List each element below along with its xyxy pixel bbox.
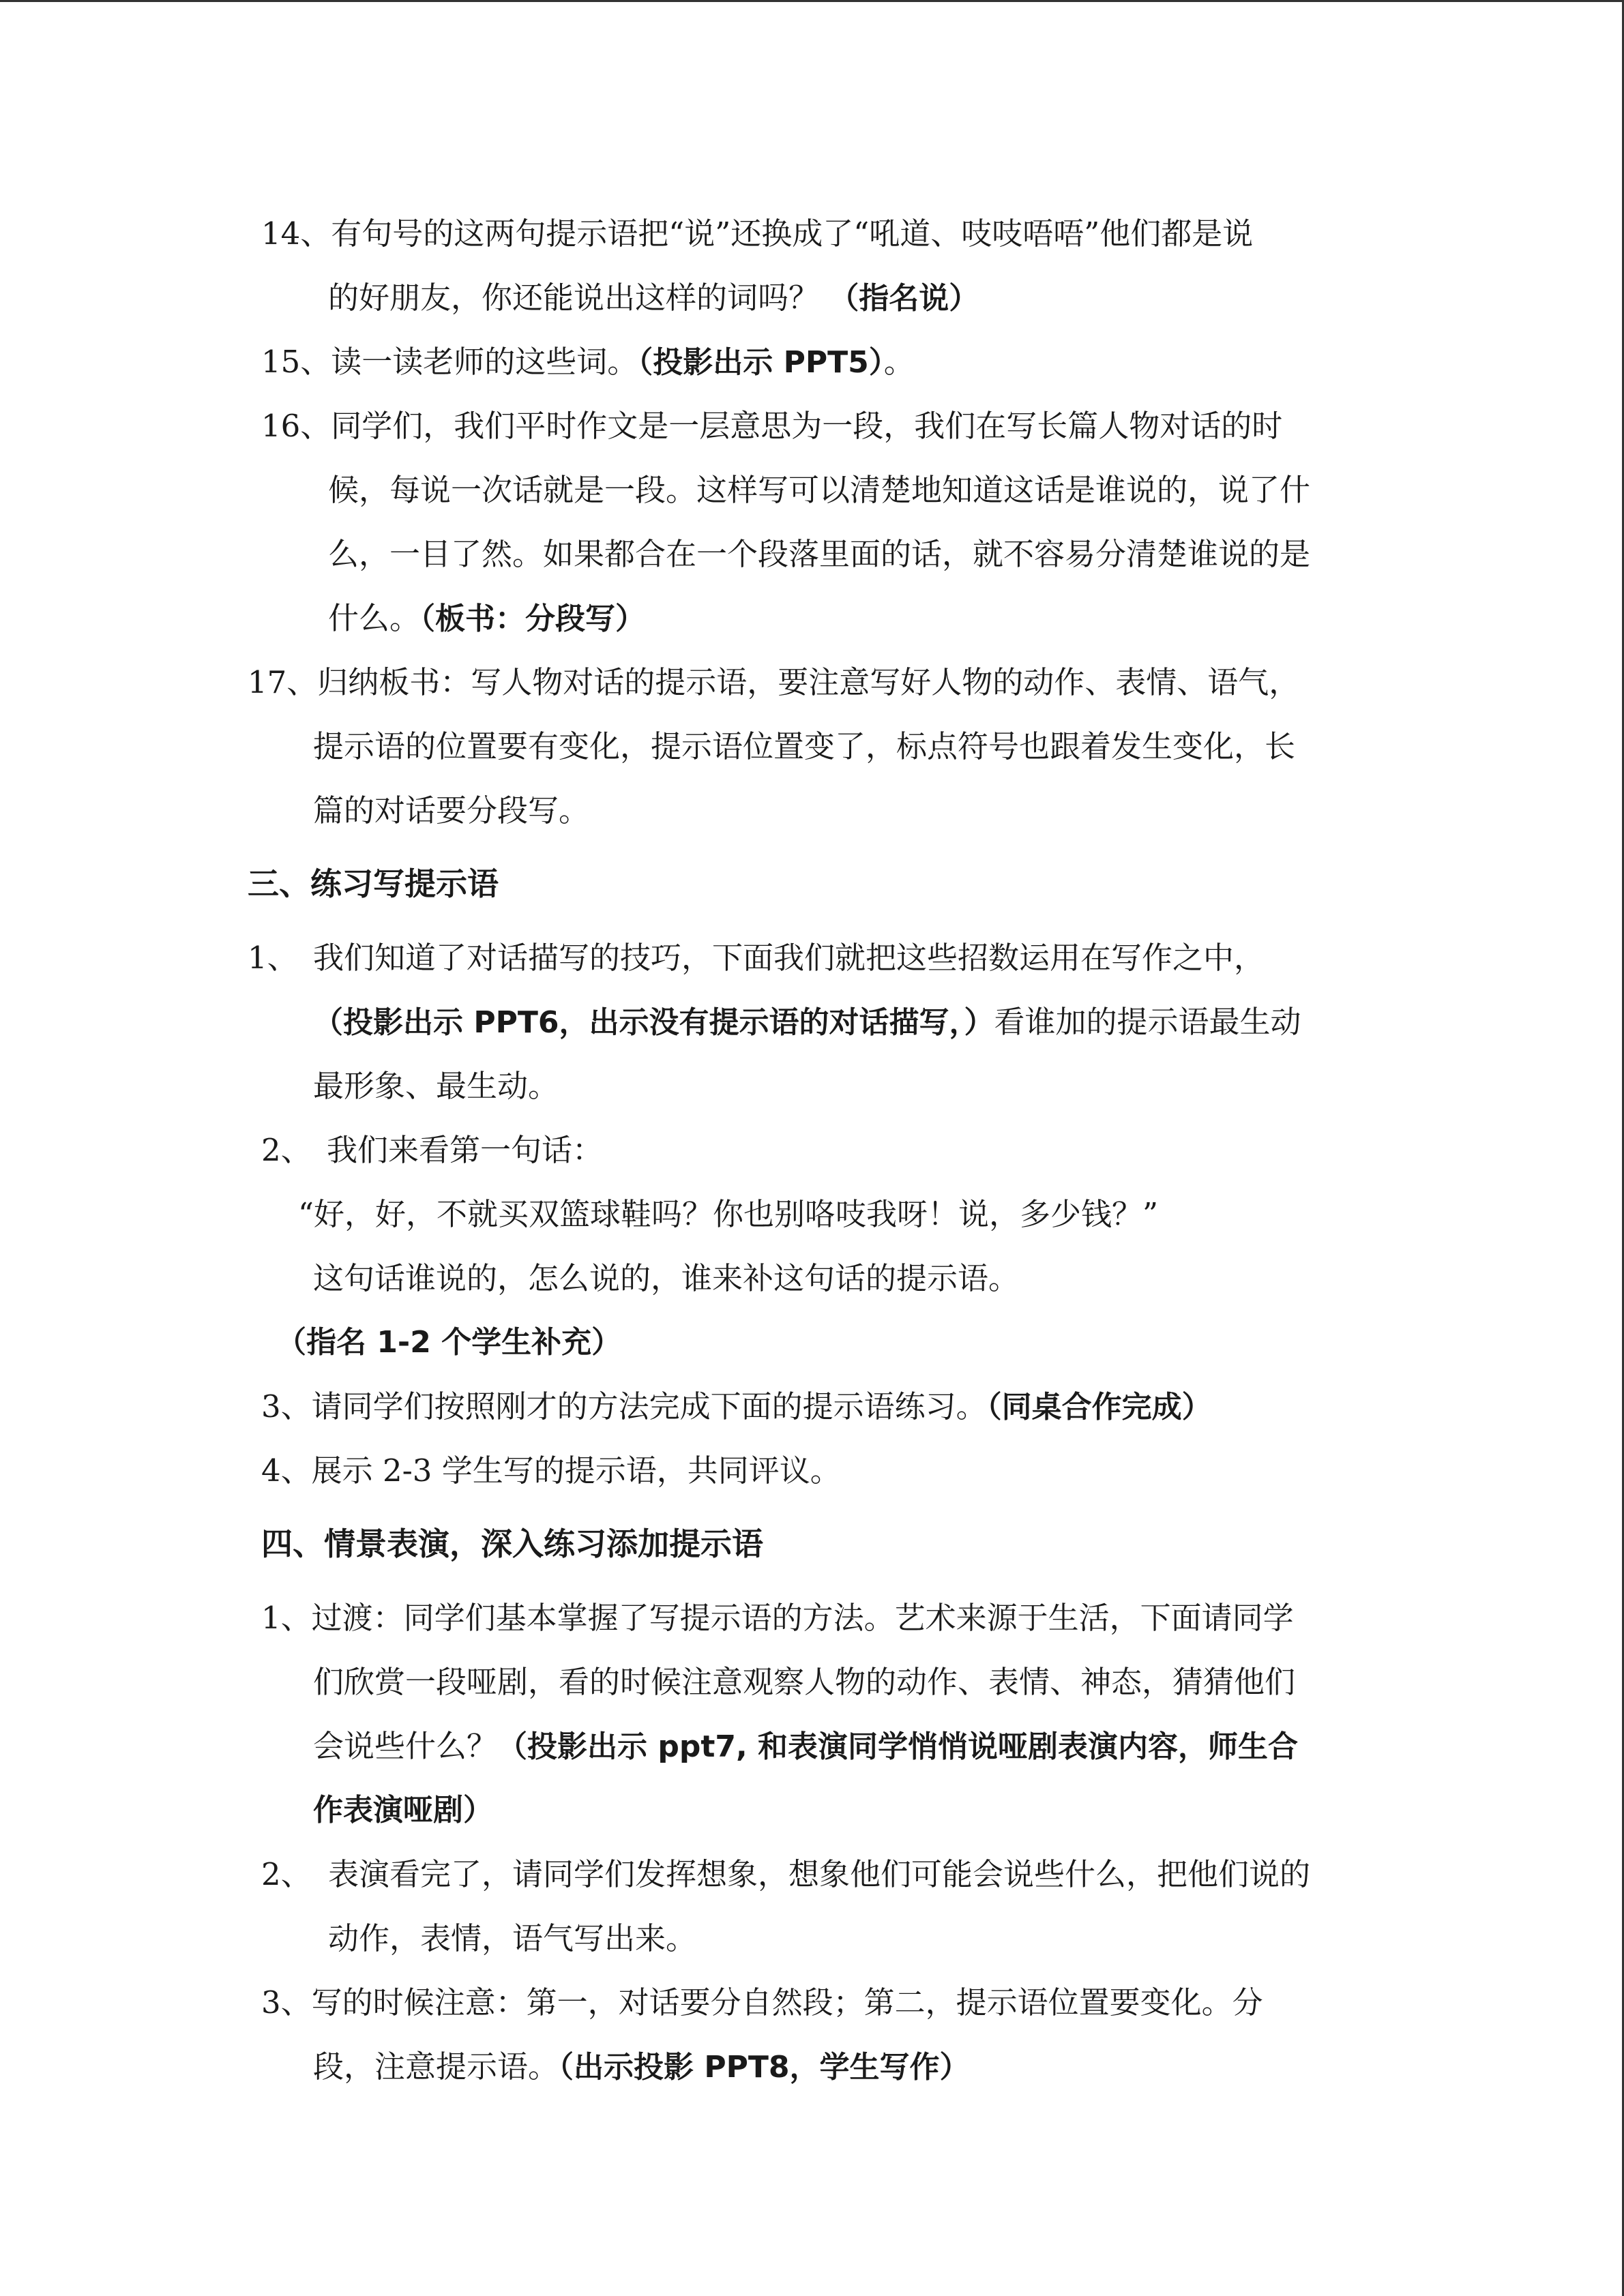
item-text: 么，一目了然。如果都合在一个段落里面的话，就不容易分清楚谁说的是 (328, 536, 1311, 572)
item-number: 14、 (261, 215, 331, 252)
item-text: 篇的对话要分段写。 (313, 792, 590, 829)
item-number: 3、 (261, 1984, 312, 2021)
item-16-line3 (328, 529, 1310, 573)
item-number: 16、 (261, 408, 331, 444)
item-text: 请同学们按照刚才的方法完成下面的提示语练习。 (311, 1388, 987, 1425)
s3-item-1-line2 (313, 997, 1301, 1041)
item-15 (261, 337, 915, 381)
item-text: 候，每说一次话就是一段。这样写可以清楚地知道这话是谁说的，说了什 (328, 472, 1311, 508)
item-text: 我们知道了对话描写的技巧，下面我们就把这些招数运用在写作之中， (313, 940, 1265, 976)
s3-item-4 (261, 1446, 841, 1490)
s3-item-2-line3 (313, 1253, 1019, 1298)
item-number: 4、 (261, 1452, 312, 1489)
item-17-line3 (313, 786, 589, 830)
item-text: 读一读老师的这些词。 (331, 344, 638, 380)
item-text: 过渡：同学们基本掌握了写提示语的方法。艺术来源于生活，下面请同学 (311, 1600, 1294, 1636)
item-note: （投影出示 ppt7, 和表演同学悄悄说哑剧表演内容，师生合 (497, 1729, 1299, 1764)
item-note: （投影出示 PPT6，出示没有提示语的对话描写，） (313, 1005, 994, 1040)
item-text: 看谁加的提示语最生动 (994, 1004, 1301, 1040)
item-note: （指名说） (829, 281, 979, 316)
s4-item-1-line4 (313, 1785, 493, 1829)
item-note: （板书：分段写） (420, 601, 646, 636)
s3-item-1-line1 (248, 933, 1265, 977)
item-text: 同学们，我们平时作文是一层意思为一段，我们在写长篇人物对话的时 (331, 408, 1283, 444)
top-border (0, 0, 1624, 2)
item-text: 们欣赏一段哑剧，看的时候注意观察人物的动作、表情、神态，猜猜他们 (313, 1664, 1296, 1700)
s4-item-1-line2 (313, 1657, 1295, 1701)
s3-item-3 (261, 1382, 1212, 1426)
item-text: 提示语的位置要有变化，提示语位置变了，标点符号也跟着发生变化，长 (313, 728, 1296, 764)
item-text: 会说些什么？ (313, 1728, 498, 1764)
item-text: 表演看完了，请同学们发挥想象，想象他们可能会说些什么，把他们说的 (328, 1856, 1311, 1892)
item-number: 1、 (261, 1600, 312, 1636)
quoted-dialogue: “好，好，不就买双篮球鞋吗？你也别咯吱我呀！说，多少钱？” (298, 1196, 1159, 1232)
item-text-tail: 。 (883, 344, 915, 380)
s4-item-3-line2 (313, 2042, 969, 2086)
item-note: （投影出示 PPT5） (638, 345, 884, 380)
s3-item-2-note (276, 1317, 621, 1361)
s4-item-2-line1 (261, 1849, 1310, 1894)
item-text: 段，注意提示语。 (313, 2048, 559, 2085)
item-16-line2 (328, 465, 1310, 509)
item-14-line2 (328, 273, 979, 317)
item-text: 的好朋友，你还能说出这样的词吗？ (328, 280, 829, 316)
item-16-line4 (328, 593, 645, 638)
item-number: 2、 (261, 1132, 312, 1168)
s4-item-1-line3 (313, 1721, 1298, 1765)
item-note: （同桌合作完成） (986, 1390, 1212, 1425)
item-text: 有句号的这两句提示语把“说”还换成了“吼道、吱吱唔唔”他们都是说 (331, 215, 1254, 252)
item-text: 我们来看第一句话： (327, 1132, 604, 1168)
section-3-heading: 三、练习写提示语 (248, 865, 499, 902)
s3-item-1-line3 (313, 1061, 559, 1105)
item-text: 什么。 (328, 600, 421, 636)
s4-item-1-line1 (261, 1593, 1294, 1637)
item-17-line1 (248, 657, 1299, 702)
s4-item-2-line2 (328, 1913, 696, 1958)
item-note: 作表演哑剧） (313, 1793, 493, 1828)
item-number: 3、 (261, 1388, 312, 1425)
item-note: （出示投影 PPT8，学生写作） (559, 2050, 970, 2085)
s4-item-3-line1 (261, 1978, 1263, 2022)
item-text: 这句话谁说的，怎么说的，谁来补这句话的提示语。 (313, 1260, 1020, 1296)
item-16-line1 (261, 401, 1282, 445)
s3-item-2-quote (298, 1189, 1158, 1234)
item-text: 最形象、最生动。 (313, 1068, 559, 1104)
item-number: 2、 (261, 1856, 312, 1892)
section-4-heading: 四、情景表演，深入练习添加提示语 (261, 1525, 763, 1562)
item-14-line1 (261, 209, 1253, 253)
item-text: 归纳板书：写人物对话的提示语，要注意写好人物的动作、表情、语气， (317, 664, 1300, 700)
item-number: 17、 (248, 664, 318, 700)
item-text: 展示 2-3 学生写的提示语，共同评议。 (311, 1452, 841, 1489)
item-17-line2 (313, 721, 1295, 766)
s3-item-2-line1 (261, 1125, 603, 1169)
item-number: 15、 (261, 344, 331, 380)
item-text: 写的时候注意：第一，对话要分自然段；第二，提示语位置要变化。分 (311, 1984, 1263, 2021)
item-note: （指名 1-2 个学生补充） (276, 1325, 622, 1360)
item-text: 动作，表情，语气写出来。 (328, 1920, 697, 1956)
item-number: 1、 (248, 940, 298, 976)
